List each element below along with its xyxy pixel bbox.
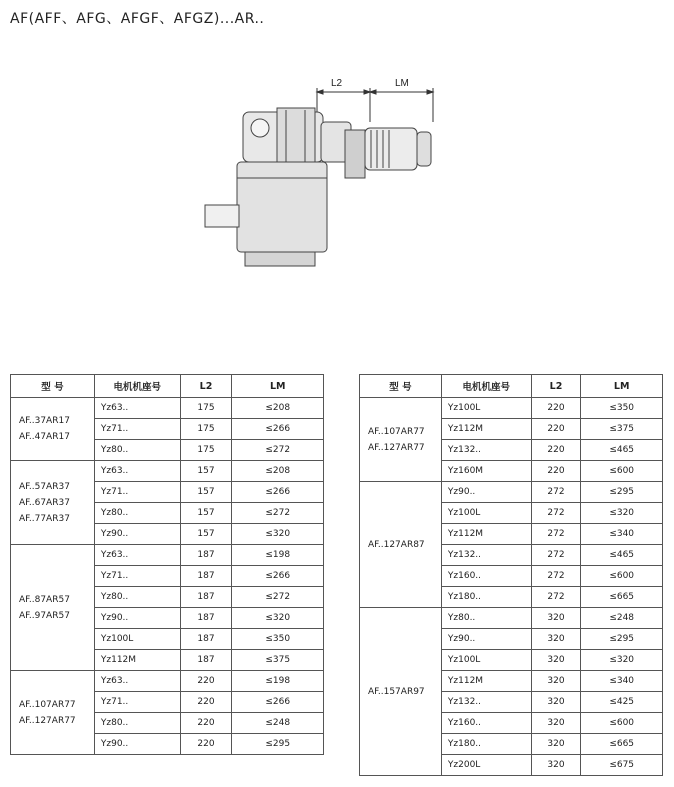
motor-cell: Yz112M (441, 671, 531, 692)
l2-cell: 320 (531, 671, 581, 692)
table-header-row (11, 375, 324, 398)
l2-cell: 157 (180, 524, 232, 545)
model-type: AF..127AR87 (368, 539, 425, 550)
table-row (360, 398, 663, 419)
motor-cell: Yz112M (94, 650, 180, 671)
lm-cell: ≤248 (232, 713, 324, 734)
table-row (11, 545, 324, 566)
l2-cell: 220 (180, 671, 232, 692)
l2-cell: 187 (180, 650, 232, 671)
motor-cell: Yz80.. (94, 503, 180, 524)
motor-cell: Yz200L (441, 755, 531, 776)
motor-cell: Yz63.. (94, 671, 180, 692)
lm-cell: ≤340 (581, 524, 663, 545)
lm-cell: ≤248 (581, 608, 663, 629)
lm-cell: ≤198 (232, 671, 324, 692)
l2-cell: 187 (180, 566, 232, 587)
table-row (360, 608, 663, 629)
lm-cell: ≤295 (232, 734, 324, 755)
lm-cell: ≤600 (581, 566, 663, 587)
lm-cell: ≤340 (581, 671, 663, 692)
header-type: 型 号 (11, 375, 95, 398)
header-lm: LM (232, 375, 324, 398)
lm-cell: ≤375 (232, 650, 324, 671)
lm-cell: ≤320 (232, 608, 324, 629)
page-title: AF(AFF、AFG、AFGF、AFGZ)...AR.. (10, 11, 265, 27)
motor-cell: Yz63.. (94, 461, 180, 482)
l2-cell: 157 (180, 461, 232, 482)
l2-cell: 175 (180, 419, 232, 440)
motor-cell: Yz100L (441, 398, 531, 419)
motor-cell: Yz100L (94, 629, 180, 650)
lm-cell: ≤198 (232, 545, 324, 566)
lm-cell: ≤350 (232, 629, 324, 650)
adapter (321, 122, 365, 178)
l2-cell: 220 (180, 692, 232, 713)
motor (365, 128, 431, 170)
l2-cell: 320 (531, 713, 581, 734)
model-type: AF..97AR57 (19, 610, 70, 621)
lm-cell: ≤272 (232, 503, 324, 524)
spec-table-left (10, 374, 324, 755)
l2-cell: 187 (180, 545, 232, 566)
motor-cell: Yz63.. (94, 545, 180, 566)
lm-cell: ≤208 (232, 461, 324, 482)
model-type: AF..127AR77 (19, 715, 76, 726)
model-type: AF..87AR57 (19, 594, 70, 605)
lm-cell: ≤295 (581, 482, 663, 503)
table-header-row (360, 375, 663, 398)
dim-label-l2: L2 (331, 78, 343, 89)
lm-cell: ≤320 (581, 650, 663, 671)
l2-cell: 187 (180, 587, 232, 608)
l2-cell: 272 (531, 545, 581, 566)
motor-cell: Yz112M (441, 524, 531, 545)
model-type-cell (11, 461, 95, 545)
lm-cell: ≤465 (581, 440, 663, 461)
l2-cell: 320 (531, 692, 581, 713)
l2-cell: 220 (531, 419, 581, 440)
model-type-cell (360, 398, 442, 482)
l2-cell: 320 (531, 650, 581, 671)
motor-cell: Yz100L (441, 650, 531, 671)
model-type: AF..107AR77 (19, 699, 76, 710)
l2-cell: 187 (180, 608, 232, 629)
model-type-cell (360, 608, 442, 776)
motor-cell: Yz90.. (94, 734, 180, 755)
header-lm: LM (581, 375, 663, 398)
l2-cell: 320 (531, 734, 581, 755)
lm-cell: ≤266 (232, 482, 324, 503)
lm-cell: ≤375 (581, 419, 663, 440)
model-type-cell (11, 545, 95, 671)
spec-table-right (359, 374, 663, 776)
gearbox-body (205, 108, 327, 266)
lm-cell: ≤675 (581, 755, 663, 776)
l2-cell: 272 (531, 587, 581, 608)
lm-cell: ≤600 (581, 461, 663, 482)
lm-cell: ≤272 (232, 587, 324, 608)
lm-cell: ≤600 (581, 713, 663, 734)
l2-cell: 157 (180, 503, 232, 524)
header-type: 型 号 (360, 375, 442, 398)
l2-cell: 187 (180, 629, 232, 650)
table-row (11, 398, 324, 419)
dimension-lines (317, 88, 433, 122)
model-type: AF..47AR17 (19, 432, 70, 442)
lm-cell: ≤320 (581, 503, 663, 524)
motor-cell: Yz80.. (94, 713, 180, 734)
l2-cell: 220 (531, 440, 581, 461)
lm-cell: ≤266 (232, 419, 324, 440)
header-l2: L2 (531, 375, 581, 398)
lm-cell: ≤272 (232, 440, 324, 461)
dim-label-lm: LM (395, 78, 409, 89)
lm-cell: ≤350 (581, 398, 663, 419)
motor-cell: Yz71.. (94, 482, 180, 503)
lm-cell: ≤266 (232, 566, 324, 587)
motor-cell: Yz90.. (94, 524, 180, 545)
model-type-cell (360, 482, 442, 608)
table-row (360, 482, 663, 503)
l2-cell: 220 (531, 398, 581, 419)
motor-cell: Yz90.. (441, 629, 531, 650)
l2-cell: 320 (531, 629, 581, 650)
motor-cell: Yz71.. (94, 566, 180, 587)
gearbox-drawing (185, 70, 445, 275)
motor-cell: Yz80.. (94, 440, 180, 461)
header-motor: 电机机座号 (94, 375, 180, 398)
model-type-cell (11, 398, 95, 461)
lm-cell: ≤665 (581, 734, 663, 755)
header-motor: 电机机座号 (441, 375, 531, 398)
table-row (11, 671, 324, 692)
model-type: AF..157AR97 (368, 686, 425, 697)
l2-cell: 272 (531, 482, 581, 503)
motor-cell: Yz63.. (94, 398, 180, 419)
motor-cell: Yz71.. (94, 419, 180, 440)
motor-cell: Yz180.. (441, 587, 531, 608)
model-type: AF..67AR37 (19, 497, 70, 508)
l2-cell: 320 (531, 755, 581, 776)
model-type-cell (11, 671, 95, 755)
motor-cell: Yz90.. (441, 482, 531, 503)
motor-cell: Yz132.. (441, 692, 531, 713)
table-row (11, 461, 324, 482)
motor-cell: Yz80.. (94, 587, 180, 608)
lm-cell: ≤320 (232, 524, 324, 545)
motor-cell: Yz160.. (441, 713, 531, 734)
l2-cell: 272 (531, 503, 581, 524)
l2-cell: 157 (180, 482, 232, 503)
l2-cell: 220 (180, 734, 232, 755)
l2-cell: 220 (180, 713, 232, 734)
l2-cell: 175 (180, 440, 232, 461)
motor-cell: Yz132.. (441, 440, 531, 461)
lm-cell: ≤266 (232, 692, 324, 713)
model-type: AF..77AR37 (19, 513, 70, 524)
motor-cell: Yz100L (441, 503, 531, 524)
lm-cell: ≤425 (581, 692, 663, 713)
lm-cell: ≤465 (581, 545, 663, 566)
motor-cell: Yz90.. (94, 608, 180, 629)
motor-cell: Yz112M (441, 419, 531, 440)
l2-cell: 175 (180, 398, 232, 419)
lm-cell: ≤295 (581, 629, 663, 650)
header-l2: L2 (180, 375, 232, 398)
model-type: AF..107AR77 (368, 426, 425, 437)
lm-cell: ≤208 (232, 398, 324, 419)
motor-cell: Yz160M (441, 461, 531, 482)
lm-cell: ≤665 (581, 587, 663, 608)
model-type: AF..127AR77 (368, 442, 425, 453)
motor-cell: Yz132.. (441, 545, 531, 566)
l2-cell: 272 (531, 566, 581, 587)
motor-cell: Yz160.. (441, 566, 531, 587)
motor-cell: Yz71.. (94, 692, 180, 713)
l2-cell: 320 (531, 608, 581, 629)
model-type: AF..57AR37 (19, 481, 70, 492)
l2-cell: 220 (531, 461, 581, 482)
motor-cell: Yz180.. (441, 734, 531, 755)
l2-cell: 272 (531, 524, 581, 545)
model-type: AF..37AR17 (19, 416, 70, 426)
motor-cell: Yz80.. (441, 608, 531, 629)
